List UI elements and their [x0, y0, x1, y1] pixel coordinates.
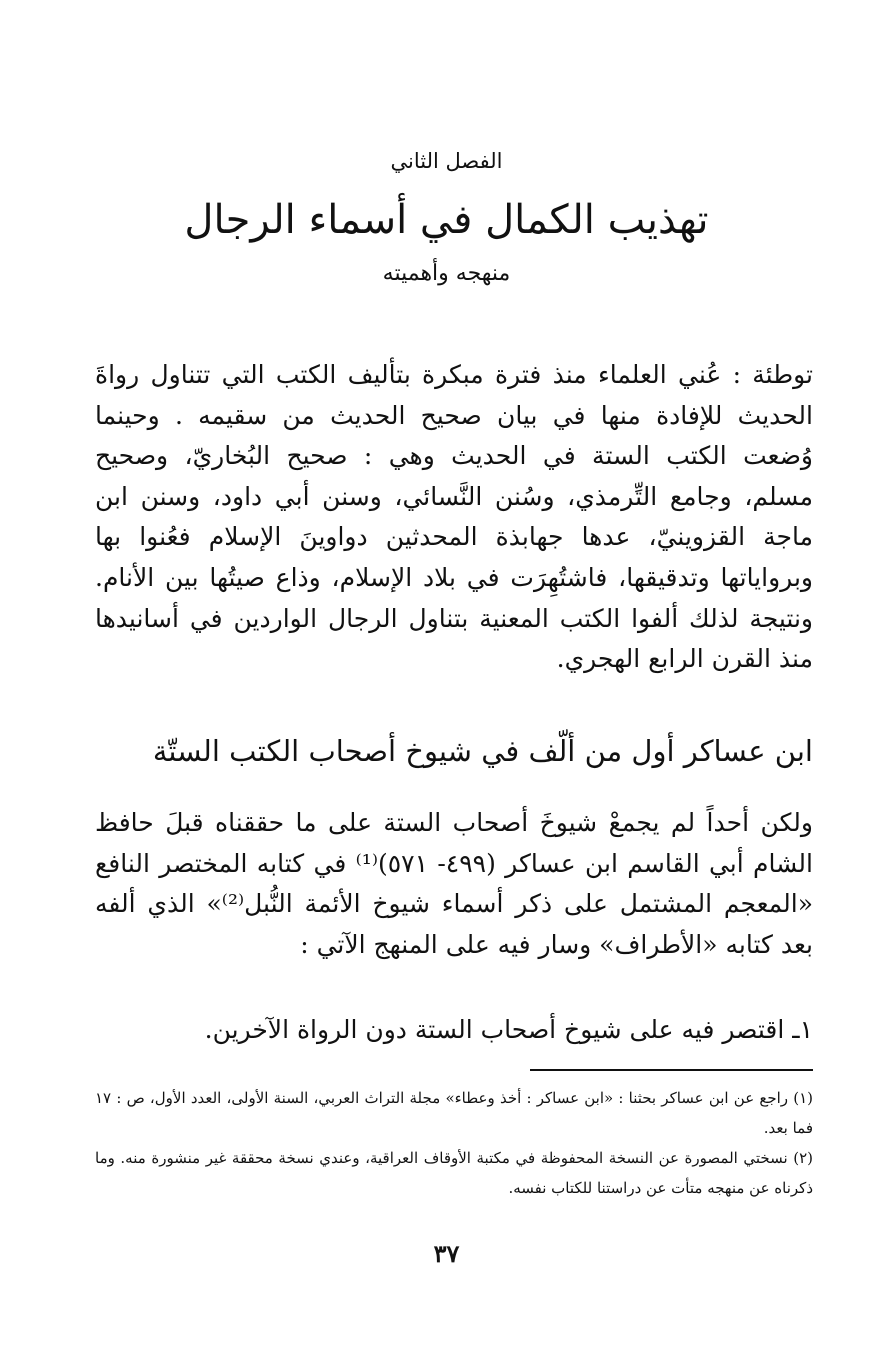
- intro-lead: توطئة :: [732, 360, 813, 389]
- section-heading: ابن عساكر أول من ألّف في شيوخ أصحاب الكتب الستّة: [152, 734, 813, 768]
- section-paragraph: ولكن أحداً لم يجمعْ شيوخَ أصحاب الستة على ما حققناه قبلَ حافظ الشام أبي القاسم ابن عساكر (٤٩٩- ٥٧١)⁽¹⁾ في كتابه المختصر النافع «المعجم المشتمل على ذكر أسماء شيوخ الأئمة النُّبل⁽²⁾» الذي ألفه بعد كتابه «الأطراف» وسار فيه على المنهج الآتي :: [95, 808, 813, 959]
- footnote-divider: [530, 1069, 813, 1071]
- chapter-label: الفصل الثاني: [390, 149, 503, 173]
- list-item-1: ١ـ اقتصر فيه على شيوخ أصحاب الستة دون الرواة الآخرين.: [204, 1015, 813, 1044]
- chapter-title: تهذيب الكمال في أسماء الرجال: [184, 197, 709, 243]
- intro-paragraph: [95, 355, 813, 680]
- intro-text: عُني العلماء منذ فترة مبكرة بتأليف الكتب التي تتناول رواةَ الحديث للإفادة منها في بيان صحيح الحديث من سقيمه . وحينما وُضعت الكتب الستة في الحديث وهي : صحيح البُخاريّ، وصحيح مسلم، وجامع التِّرمذي، وسُنن النَّسائي، وسنن أبي داود، وسنن ابن ماجة القزوينيّ، عدها جهابذة المحدثين دواوينَ الإسلام فعُنوا بها وبرواياتها وتدقيقها، فاشتُهِرَت في بلاد الإسلام، وذاع صيتُها بين الأنام. ونتيجة لذلك ألفوا الكتب المعنية بتناول الرجال الواردين في أسانيدها منذ القرن الرابع الهجري.: [95, 360, 813, 674]
- footnote-2: (٢) نسختي المصورة عن النسخة المحفوظة في مكتبة الأوقاف العراقية، وعندي نسخة محققة غير منشورة منه. وما ذكرناه عن منهجه متأت عن دراستنا للكتاب نفسه.: [95, 1149, 813, 1197]
- page-number: ٣٧: [433, 1239, 460, 1268]
- footnote-1: (١) راجع عن ابن عساكر بحثنا : «ابن عساكر : أخذ وعطاء» مجلة التراث العربي، السنة الأولى، العدد الأول، ص : ١٧ فما بعد.: [95, 1089, 813, 1137]
- chapter-subtitle: منهجه وأهميته: [382, 261, 511, 286]
